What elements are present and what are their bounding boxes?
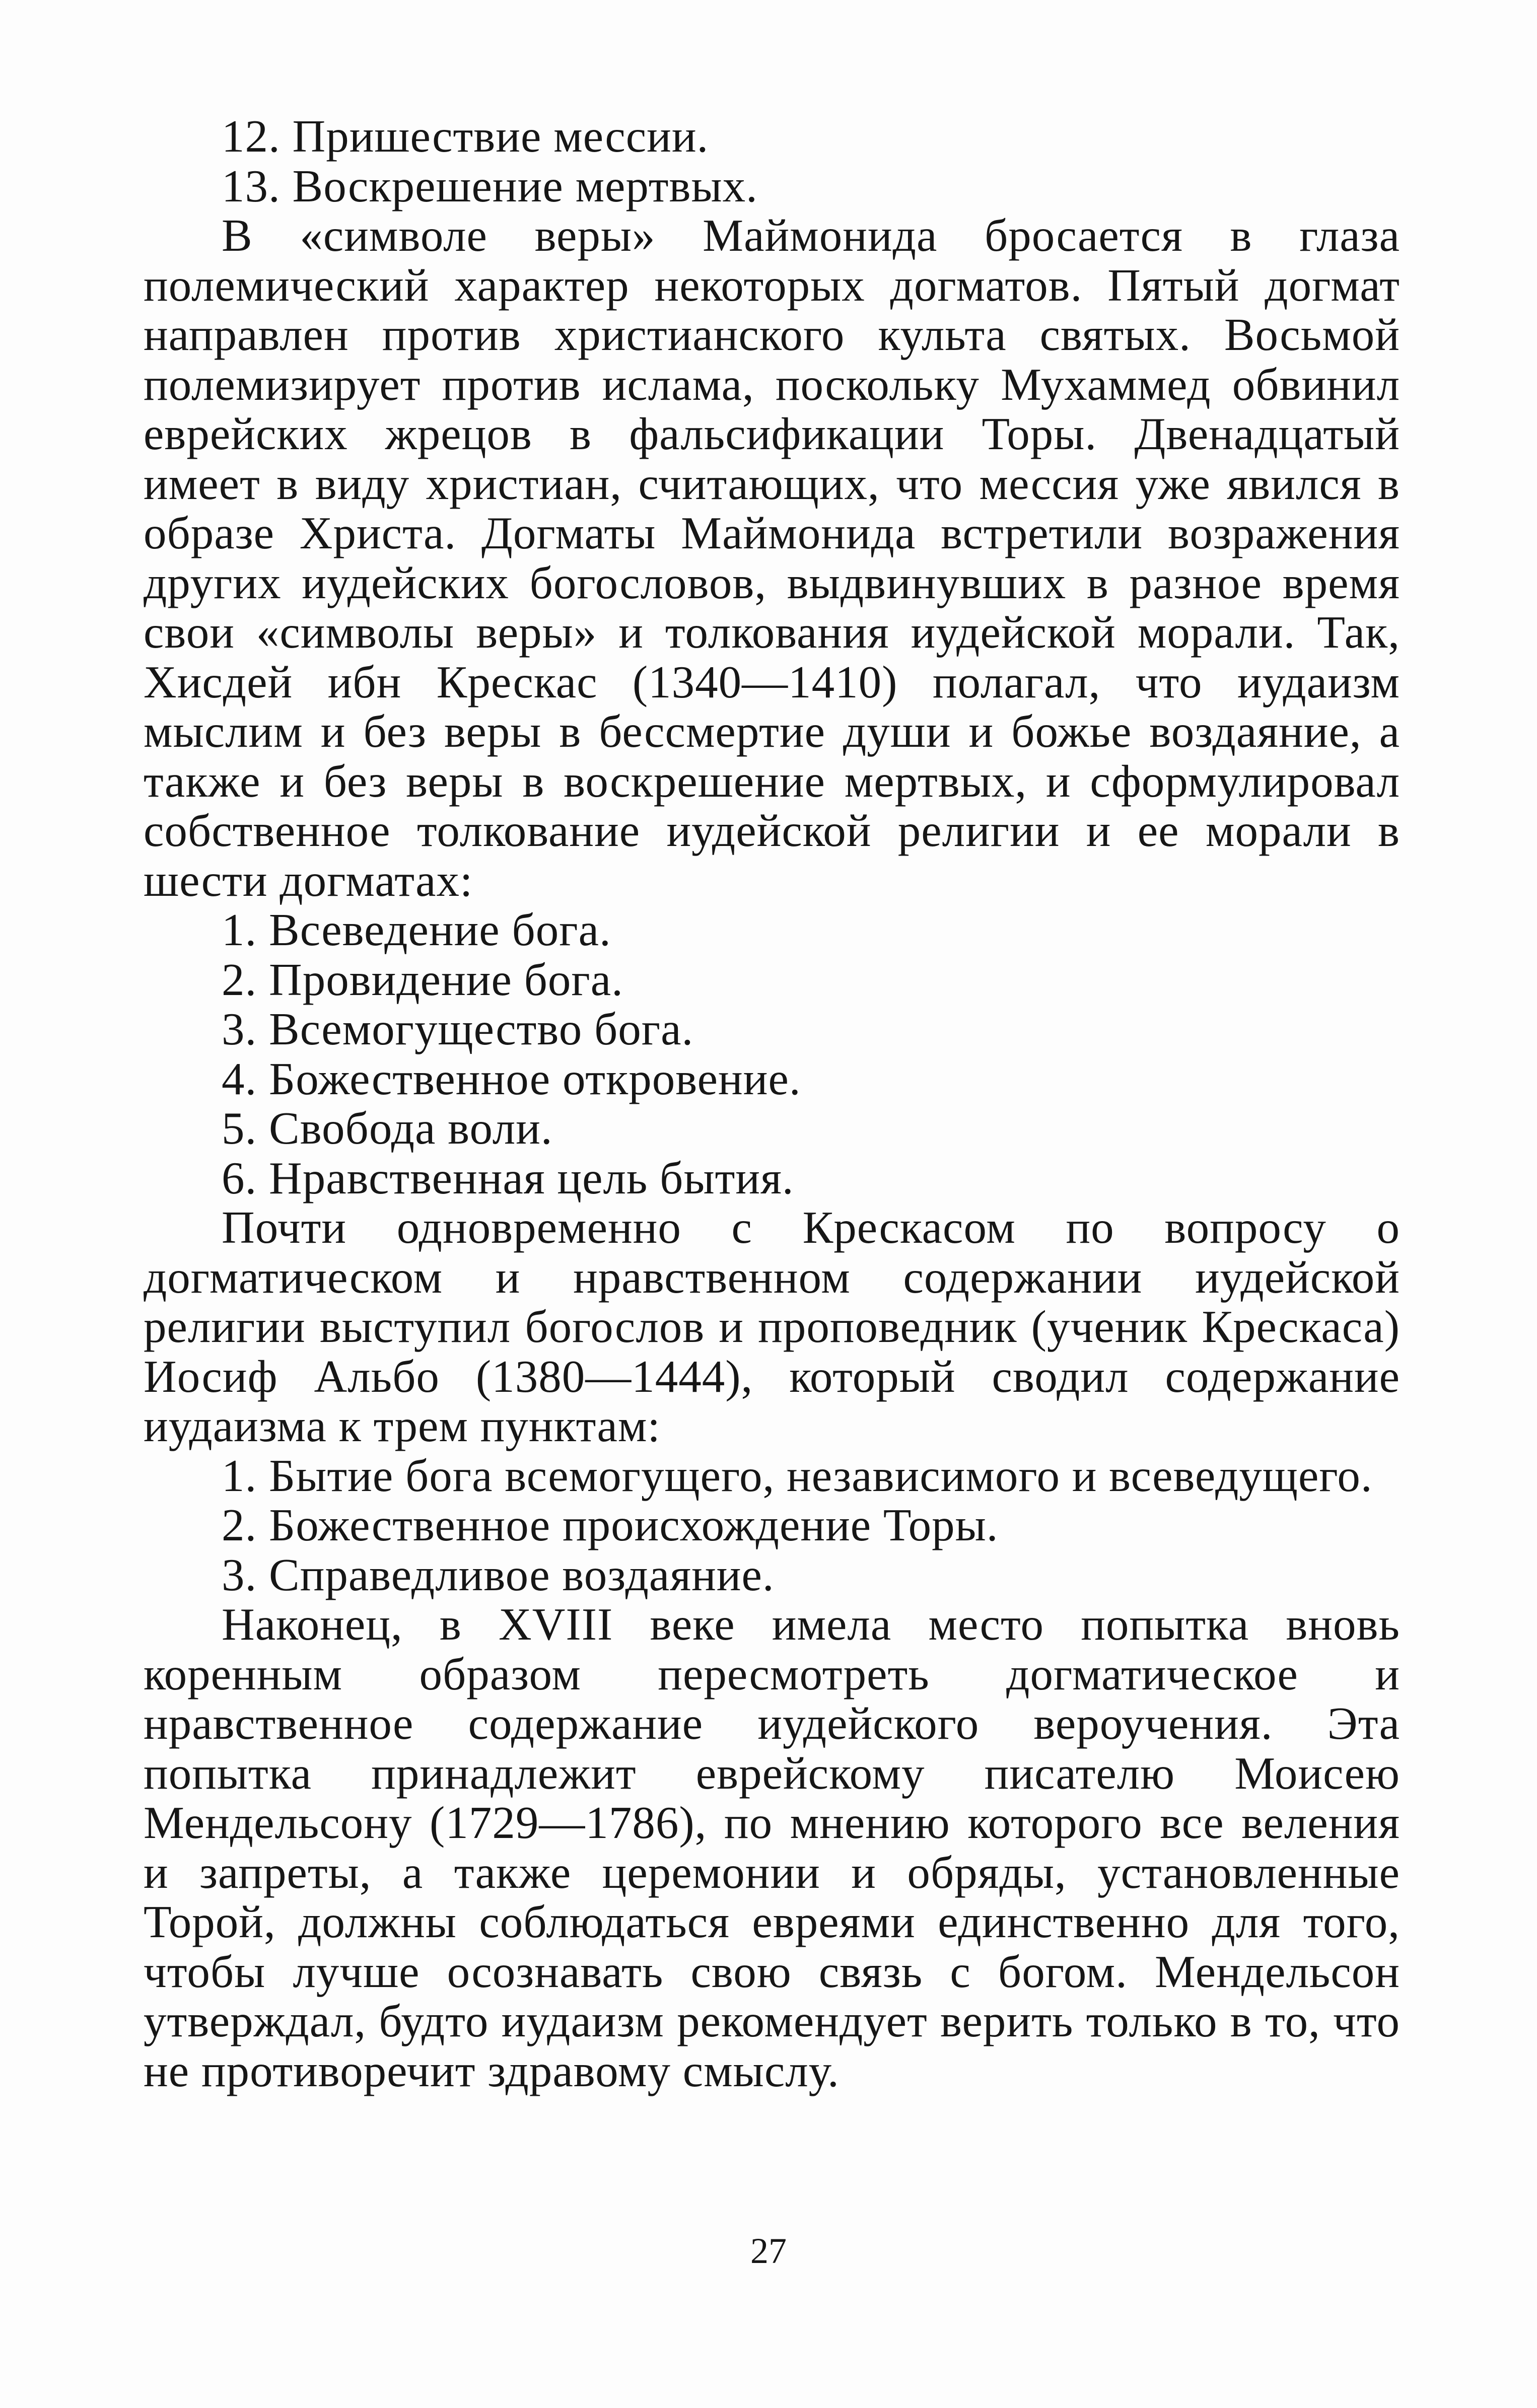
list-item: 2. Божественное происхождение Торы. bbox=[222, 1500, 999, 1550]
paragraph: Почти одновременно с Крескасом по вопросу о догматическом и нравственном содержании иудейской религии выступил богослов и проповедник (ученик Крескаса) Иосиф Альбо (1380—1444), который сводил содержание иудаизма к трем пунктам: bbox=[144, 1202, 1400, 1451]
list-item: 13. Воскрешение мертвых. bbox=[222, 160, 758, 211]
list-item: 1. Бытие бога всемогущего, независимого и всеведущего. bbox=[222, 1450, 1373, 1501]
list-item: 4. Божественное откровение. bbox=[222, 1053, 801, 1104]
list-item: 1. Всеведение бога. bbox=[222, 904, 611, 955]
list-item: 2. Провидение бога. bbox=[222, 954, 623, 1005]
list-item: 5. Свобода воли. bbox=[222, 1103, 553, 1154]
list-item: 12. Пришествие мессии. bbox=[222, 111, 709, 162]
paragraph: Наконец, в XVIII веке имела место попытка вновь коренным образом пересмотреть догматическое и нравственное содержание иудейского вероучения. Эта попытка принадлежит еврейскому писателю Моисею Мендельсону (1729—1786), по мнению которого все веления и запреты, а также церемонии и обряды, установленные Торой, должны соблюдаться евреями единственно для того, чтобы лучше осознавать свою связь с богом. Мендельсон утверждал, будто иудаизм рекомендует верить только в то, что не противоречит здравому смыслу. bbox=[144, 1599, 1400, 2096]
list-item: 3. Справедливое воздаяние. bbox=[222, 1549, 775, 1600]
list-item: 6. Нравственная цель бытия. bbox=[222, 1152, 794, 1203]
page-text bbox=[144, 112, 1400, 2096]
paragraph: В «символе веры» Маймонида бросается в глаза полемический характер некоторых догматов. Пятый догмат направлен против христианского культа святых. Восьмой полемизирует против ислама, поскольку Мухаммед обвинил еврейских жрецов в фальсификации Торы. Двенадцатый имеет в виду христиан, считающих, что мессия уже явился в образе Христа. Догматы Маймонида встретили возражения других иудейских богословов, выдвинувших в разное время свои «символы веры» и толкования иудейской морали. Так, Хисдей ибн Крескас (1340—1410) полагал, что иудаизм мыслим и без веры в бессмертие души и божье воздаяние, а также и без веры в воскрешение мертвых, и сформулировал собственное толкование иудейской религии и ее морали в шести догматах: bbox=[144, 210, 1400, 906]
list-item: 3. Всемогущество бога. bbox=[222, 1004, 694, 1054]
page-number: 27 bbox=[750, 2231, 787, 2271]
